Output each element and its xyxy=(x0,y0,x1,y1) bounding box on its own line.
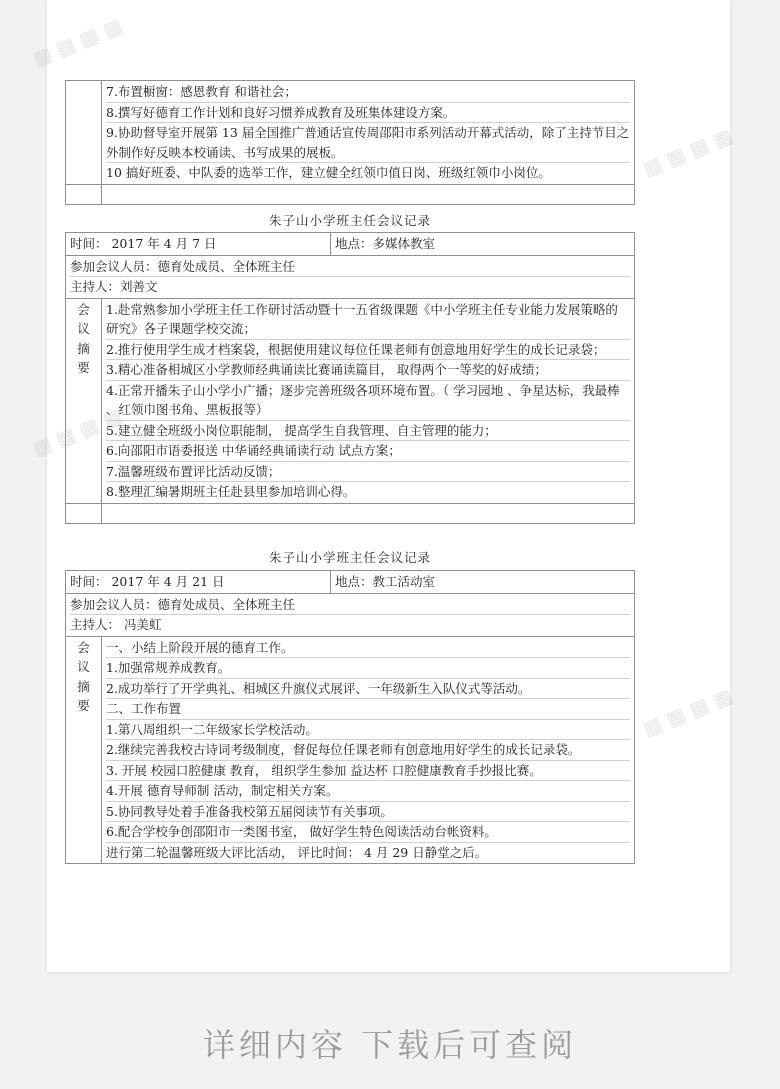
continuation-item: 9.协助督导室开展第 13 届全国推广普通话宣传周邵阳市系列活动开幕式活动，除了主持节目之外制作好反映本校诵读、书写成果的展板。 xyxy=(106,123,630,163)
summary-item: 4.开展 德育导师制 活动，制定相关方案。 xyxy=(106,781,630,802)
summary-item: 进行第二轮温馨班级大评比活动， 评比时间： 4 月 29 日静堂之后。 xyxy=(106,844,488,860)
summary-item: 7.温馨班级布置评比活动反馈； xyxy=(106,462,630,483)
continuation-item: 7.布置橱窗：感恩教育 和谐社会； xyxy=(106,82,630,103)
summary-item: 6.配合学校争创邵阳市一类图书室， 做好学生特色阅读活动台帐资料。 xyxy=(106,822,630,843)
meeting-place: 地点：教工活动室 xyxy=(331,571,635,594)
summary-item: 1.第八周组织一二年级家长学校活动。 xyxy=(106,720,630,741)
summary-item: 4.正常开播朱子山小学小广播；逐步完善班级各项环境布置。（ 学习园地 、争星达标，我最棒 、红领巾图书角、黑板报等） xyxy=(106,381,630,421)
meeting-table xyxy=(65,232,635,524)
summary-item: 一、小结上阶段开展的德育工作。 xyxy=(106,638,630,659)
summary-item: 8.整理汇编暑期班主任赴县里参加培训心得。 xyxy=(106,484,356,499)
summary-item: 5.建立健全班级小岗位职能制， 提高学生自我管理、自主管理的能力； xyxy=(106,421,630,442)
continuation-item: 10 搞好班委、中队委的选举工作，建立健全红领巾值日岗、班级红领巾小岗位。 xyxy=(106,165,551,180)
watermark-mark: ▦ ▦ ▦ ▦ xyxy=(28,13,126,71)
continuation-item: 8.撰写好德育工作计划和良好习惯养成教育及班集体建设方案。 xyxy=(106,103,630,124)
meeting-attendees: 参加会议人员：德育处成员、全体班主任 xyxy=(70,257,630,278)
summary-item: 1.加强常规养成教育。 xyxy=(106,658,630,679)
summary-label: 会 议 摘 要 xyxy=(66,298,102,503)
meeting-title: 朱子山小学班主任会议记录 xyxy=(268,550,431,565)
summary-item: 5.协同教导处着手准备我校第五届阅读节有关事项。 xyxy=(106,802,630,823)
summary-label: 会 议 摘 要 xyxy=(66,636,102,864)
meeting-attendees-host xyxy=(66,255,635,298)
continuation-side-cell xyxy=(66,81,102,185)
continuation-content xyxy=(102,81,635,185)
meeting-time: 时间： 2017 年 4 月 7 日 xyxy=(66,233,331,256)
summary-item: 3. 开展 校园口腔健康 教育， 组织学生参加 益达杯 口腔健康教育手抄报比赛。 xyxy=(106,761,630,782)
meeting-place: 地点：多媒体教室 xyxy=(331,233,635,256)
empty-cell xyxy=(102,503,635,523)
meeting-table xyxy=(65,570,635,864)
meeting-attendees: 参加会议人员：德育处成员、全体班主任 xyxy=(70,595,630,616)
summary-content xyxy=(102,636,635,864)
watermark-mark: ▦ ▦ ▦ ▦ xyxy=(638,683,736,741)
meeting-host: 主持人： 冯美虹 xyxy=(70,617,162,632)
summary-item: 1.赴常熟参加小学班主任工作研讨活动暨十一五省级课题《中小学班主任专业能力发展策略的研究》各子课题学校交流； xyxy=(106,300,630,340)
download-prompt[interactable]: 详细内容 下载后可查阅 xyxy=(202,1026,578,1064)
empty-cell xyxy=(102,184,635,204)
summary-item: 2.成功举行了开学典礼、相城区升旗仪式展评、一年级新生入队仪式等活动。 xyxy=(106,679,630,700)
watermark-mark: ▦ ▦ ▦ ▦ xyxy=(28,403,126,461)
summary-item: 2.推行使用学生成才档案袋，根据使用建议每位任课老师有创意地用好学生的成长记录袋； xyxy=(106,340,630,361)
summary-item: 二、工作布置 xyxy=(106,699,630,720)
empty-cell xyxy=(66,503,102,523)
summary-item: 6.向邵阳市语委报送 中华诵经典诵读行动 试点方案； xyxy=(106,441,630,462)
summary-item: 3.精心准备相城区小学教师经典诵读比赛诵读篇目， 取得两个一等奖的好成绩； xyxy=(106,360,630,381)
summary-item: 2.继续完善我校古诗词考级制度，督促每位任课老师有创意地用好学生的成长记录袋。 xyxy=(106,740,630,761)
continuation-table xyxy=(65,80,635,205)
meeting-time: 时间： 2017 年 4 月 21 日 xyxy=(66,571,331,594)
summary-content xyxy=(102,298,635,503)
meeting-title: 朱子山小学班主任会议记录 xyxy=(268,213,431,228)
meeting-host: 主持人：刘善文 xyxy=(70,279,158,294)
watermark-mark: ▦ ▦ ▦ ▦ xyxy=(638,123,736,181)
meeting-attendees-host xyxy=(66,593,635,636)
empty-cell xyxy=(66,184,102,204)
